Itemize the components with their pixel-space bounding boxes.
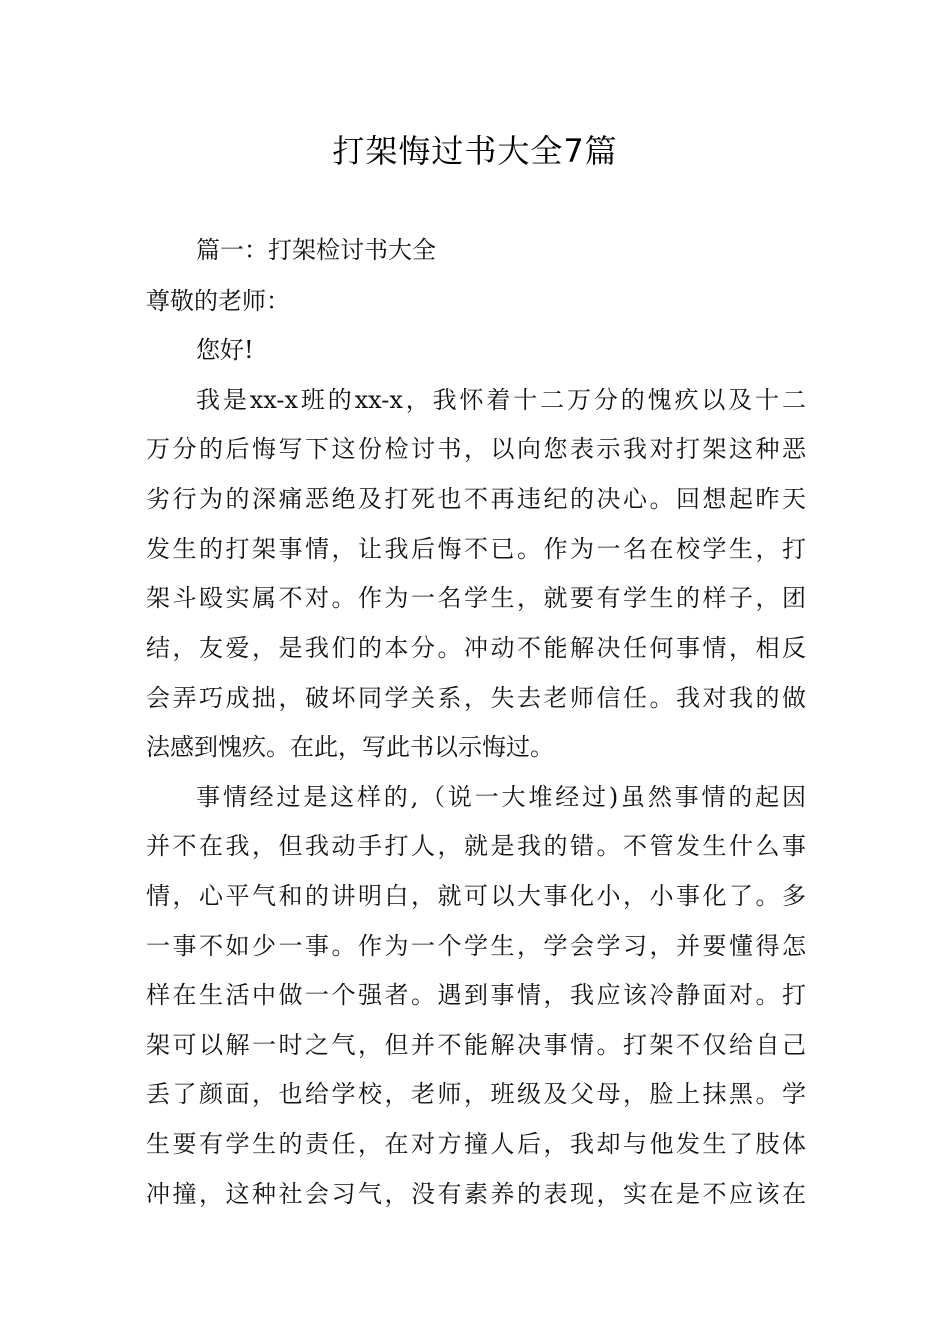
salutation: 尊敬的老师： — [146, 287, 290, 315]
section-heading: 篇一：打架检讨书大全 — [196, 236, 436, 264]
paragraph-1-line: 结，友爱，是我们的本分。冲动不能解决任何事情，相反 — [146, 634, 806, 662]
paragraph-1-line: 劣行为的深痛恶绝及打死也不再违纪的决心。回想起昨天 — [146, 485, 806, 513]
paragraph-1-line: 法感到愧疚。在此，写此书以示悔过。 — [146, 733, 554, 761]
paragraph-1-line: 发生的打架事情，让我后悔不已。作为一名在校学生，打 — [146, 535, 806, 563]
paragraph-2-line: 并不在我，但我动手打人，就是我的错。不管发生什么事 — [146, 832, 806, 860]
paragraph-1-line: 万分的后悔写下这份检讨书，以向您表示我对打架这种恶 — [146, 435, 806, 463]
paragraph-1-line: 架斗殴实属不对。作为一名学生，就要有学生的样子，团 — [146, 584, 806, 612]
paragraph-2-line: 情，心平气和的讲明白，就可以大事化小，小事化了。多 — [146, 882, 806, 910]
document-title: 打架悔过书大全7篇 — [332, 132, 618, 170]
paragraph-2-line: 样在生活中做一个强者。遇到事情，我应该冷静面对。打 — [146, 981, 806, 1009]
paragraph-2-line: 生要有学生的责任，在对方撞人后，我却与他发生了肢体 — [146, 1130, 806, 1158]
paragraph-2-line: 冲撞，这种社会习气，没有素养的表现，实在是不应该在 — [146, 1180, 806, 1208]
paragraph-1-line: 我是xx-x班的xx-x，我怀着十二万分的愧疚以及十二 — [196, 386, 806, 414]
greeting: 您好! — [196, 336, 254, 364]
paragraph-2-line: 一事不如少一事。作为一个学生，学会学习，并要懂得怎 — [146, 932, 806, 960]
paragraph-2-line: 架可以解一时之气，但并不能解决事情。打架不仅给自己 — [146, 1031, 806, 1059]
paragraph-2-line: 丢了颜面，也给学校，老师，班级及父母，脸上抹黑。学 — [146, 1080, 806, 1108]
paragraph-1-line: 会弄巧成拙，破坏同学关系，失去老师信任。我对我的做 — [146, 684, 806, 712]
paragraph-2-line: 事情经过是这样的,（说一大堆经过)虽然事情的起因 — [196, 783, 806, 811]
